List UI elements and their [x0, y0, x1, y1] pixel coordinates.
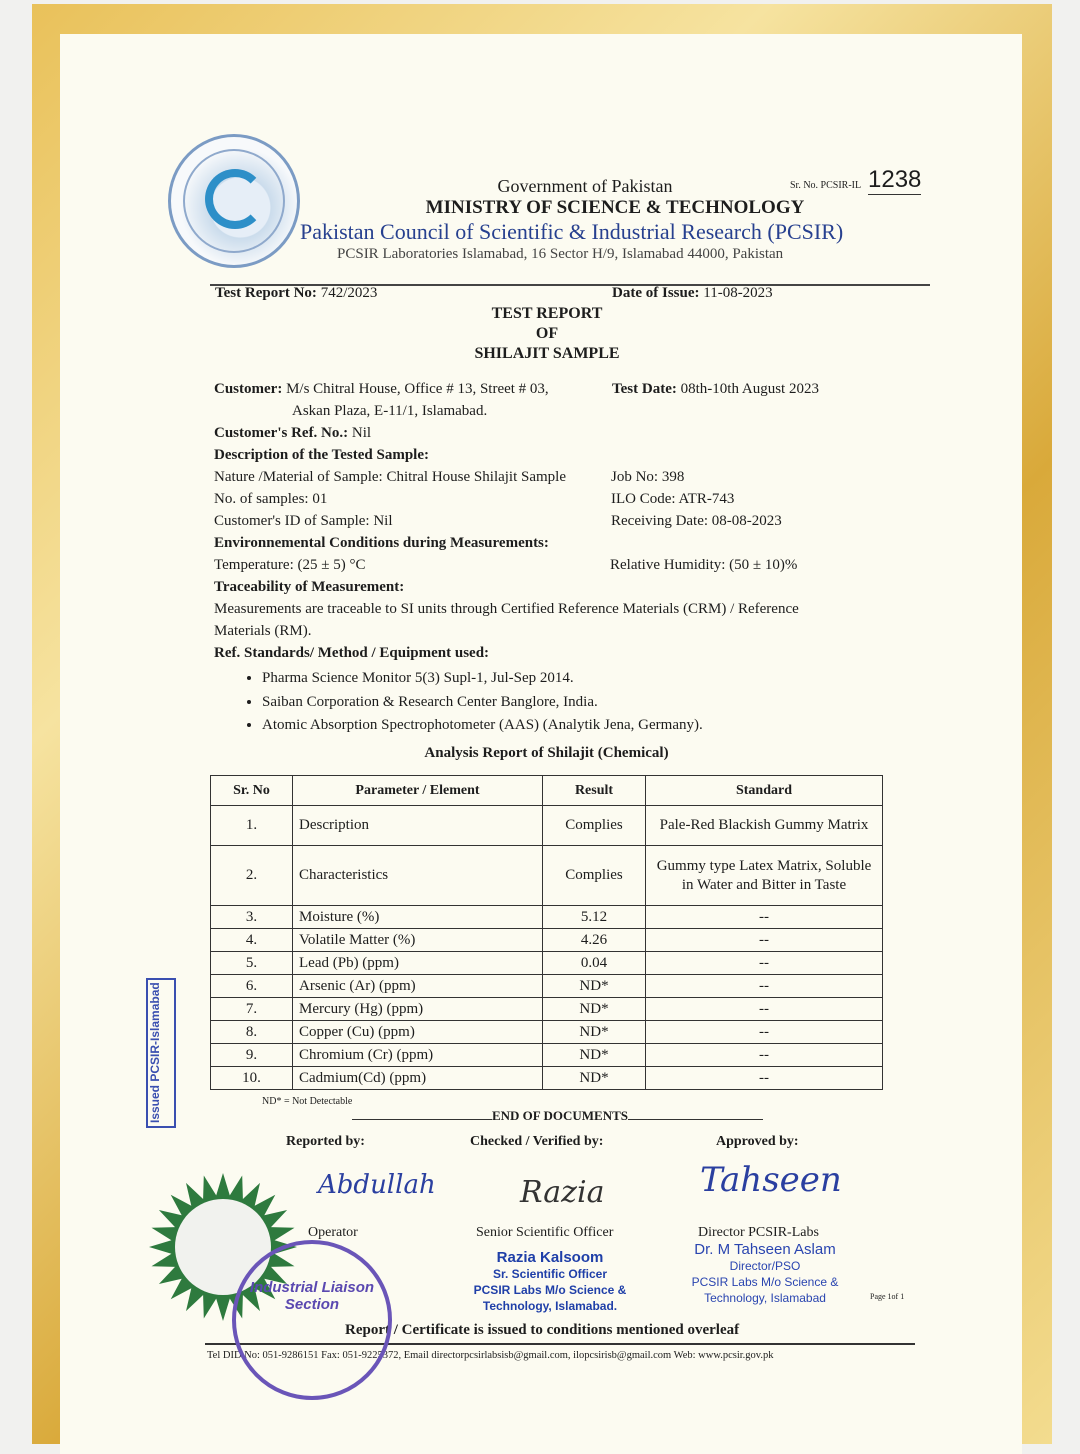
cell-parameter: Cadmium(Cd) (ppm): [293, 1067, 543, 1090]
cell-parameter: Lead (Pb) (ppm): [293, 952, 543, 975]
cell-standard: Pale-Red Blackish Gummy Matrix: [646, 806, 883, 846]
description-heading: Description of the Tested Sample:: [214, 447, 429, 463]
cell-result: ND*: [543, 1044, 646, 1067]
traceability-text-2: Materials (RM).: [214, 623, 312, 639]
sso-title: Senior Scientific Officer: [476, 1225, 614, 1240]
col-standard: Standard: [646, 776, 883, 806]
cell-parameter: Moisture (%): [293, 906, 543, 929]
council-title: Pakistan Council of Scientific & Industrial Research (PCSIR): [300, 219, 844, 244]
director-stamp: Dr. M Tahseen Aslam Director/PSO PCSIR Labs M/o Science & Technology, Islamabad: [691, 1241, 839, 1305]
serial-number: 1238: [868, 166, 922, 193]
cell-parameter: Description: [293, 806, 543, 846]
table-row: [211, 975, 883, 998]
ref-item: • Saiban Corporation & Research Center Banglore, India.: [262, 691, 703, 715]
contact-line: Tel DID No: 051-9286151 Fax: 051-9225372, Email directorpcsirlabsisb@gmail.com, ilopcsirisb@gmail.com Web: www.pcsir.gov.pk: [207, 1350, 774, 1361]
cell-standard: --: [646, 929, 883, 952]
traceability-heading: Traceability of Measurement:: [214, 579, 405, 595]
sso-stamp: Razia Kalsoom Sr. Scientific Officer PCSIR Labs M/o Science & Technology, Islamabad.: [473, 1249, 627, 1313]
cell-sr: 2.: [211, 846, 293, 906]
cell-result: ND*: [543, 1021, 646, 1044]
table-row: [211, 929, 883, 952]
cell-standard: --: [646, 1044, 883, 1067]
cell-standard: --: [646, 1021, 883, 1044]
ref-list: [262, 667, 703, 738]
test-date: 08th-10th August 2023: [680, 381, 819, 397]
gov-title: Government of Pakistan: [497, 176, 673, 196]
cell-sr: 9.: [211, 1044, 293, 1067]
cell-sr: 6.: [211, 975, 293, 998]
approved-by-label: Approved by:: [716, 1134, 799, 1149]
operator-title: Operator: [308, 1225, 358, 1240]
table-row: [211, 998, 883, 1021]
customer-label: Customer:: [214, 381, 283, 397]
ilo-code: ILO Code: ATR-743: [611, 491, 735, 507]
receiving-date: Receiving Date: 08-08-2023: [611, 513, 782, 529]
table-caption: Analysis Report of Shilajit (Chemical): [424, 745, 669, 761]
cell-result: 0.04: [543, 952, 646, 975]
pcsir-logo: [168, 134, 300, 268]
ministry-title: MINISTRY OF SCIENCE & TECHNOLOGY: [425, 197, 805, 218]
director-signature: Tahseen: [700, 1160, 842, 1200]
conditions-note: Report / Certificate is issued to conditions mentioned overleaf: [345, 1322, 740, 1338]
cell-result: 5.12: [543, 906, 646, 929]
table-row: [211, 1044, 883, 1067]
cell-parameter: Copper (Cu) (ppm): [293, 1021, 543, 1044]
cell-sr: 4.: [211, 929, 293, 952]
operator-signature: Abdullah: [318, 1170, 436, 1200]
test-date-label: Test Date:: [612, 381, 677, 397]
ref-standards-heading: Ref. Standards/ Method / Equipment used:: [214, 645, 490, 661]
checked-by-label: Checked / Verified by:: [470, 1134, 604, 1149]
cell-parameter: Mercury (Hg) (ppm): [293, 998, 543, 1021]
table-row: [211, 952, 883, 975]
table-row: [211, 846, 883, 906]
cell-sr: 7.: [211, 998, 293, 1021]
cell-result: ND*: [543, 975, 646, 998]
serial-label: Sr. No. PCSIR-IL: [790, 180, 862, 191]
customer-address: M/s Chitral House, Office # 13, Street # 03,: [286, 381, 549, 397]
address: PCSIR Laboratories Islamabad, 16 Sector H/9, Islamabad 44000, Pakistan: [337, 246, 784, 262]
cell-sr: 5.: [211, 952, 293, 975]
cell-result: Complies: [543, 806, 646, 846]
cell-standard: --: [646, 1067, 883, 1090]
cell-standard: --: [646, 952, 883, 975]
analysis-table: [210, 775, 883, 1090]
env-heading: Environnemental Conditions during Measurements:: [214, 535, 549, 551]
humidity: Relative Humidity: (50 ± 10)%: [610, 557, 798, 573]
col-sr: Sr. No: [211, 776, 293, 806]
liaison-stamp: Industrial Liaison Section: [232, 1240, 392, 1400]
cell-parameter: Chromium (Cr) (ppm): [293, 1044, 543, 1067]
cell-sr: 1.: [211, 806, 293, 846]
job-no: Job No: 398: [611, 469, 685, 485]
cell-sr: 8.: [211, 1021, 293, 1044]
table-row: [211, 906, 883, 929]
nature: Nature /Material of Sample: Chitral House Shilajit Sample: [214, 469, 567, 485]
cell-standard: --: [646, 998, 883, 1021]
cell-standard: Gummy type Latex Matrix, Soluble in Water and Bitter in Taste: [646, 846, 883, 906]
issue-label: Date of Issue:: [612, 285, 700, 301]
report-no-label: Test Report No:: [215, 285, 317, 301]
table-header-row: [211, 776, 883, 806]
traceability-text: Measurements are traceable to SI units through Certified Reference Materials (CRM) / Reference: [214, 601, 799, 617]
cell-sr: 3.: [211, 906, 293, 929]
customer-id: Customer's ID of Sample: Nil: [214, 513, 393, 529]
table-row: [211, 806, 883, 846]
table-row: [211, 1067, 883, 1090]
reported-by-label: Reported by:: [286, 1134, 365, 1149]
ref-value: Nil: [351, 425, 372, 441]
page-number: Page 1of 1: [870, 1292, 905, 1301]
no-of-samples: No. of samples: 01: [214, 491, 328, 507]
cell-parameter: Arsenic (Ar) (ppm): [293, 975, 543, 998]
cell-sr: 10.: [211, 1067, 293, 1090]
cell-standard: --: [646, 975, 883, 998]
ref-item: • Pharma Science Monitor 5(3) Supl-1, Jul-Sep 2014.: [262, 667, 703, 691]
issued-stamp: Issued PCSIR-Islamabad: [146, 978, 176, 1128]
ref-label: Customer's Ref. No.:: [214, 425, 349, 441]
cell-result: ND*: [543, 1067, 646, 1090]
end-of-documents: END OF DOCUMENTS: [345, 1108, 770, 1124]
customer-address-2: Askan Plaza, E-11/1, Islamabad.: [292, 403, 488, 419]
cell-result: Complies: [543, 846, 646, 906]
cell-parameter: Characteristics: [293, 846, 543, 906]
cell-standard: --: [646, 906, 883, 929]
issue-date: 11-08-2023: [703, 285, 773, 301]
cell-result: 4.26: [543, 929, 646, 952]
ref-item: • Atomic Absorption Spectrophotometer (AAS) (Analytik Jena, Germany).: [262, 714, 703, 738]
cell-result: ND*: [543, 998, 646, 1021]
col-parameter: Parameter / Element: [293, 776, 543, 806]
footnote: ND* = Not Detectable: [262, 1096, 353, 1107]
sso-signature: Razia: [520, 1175, 605, 1210]
temperature: Temperature: (25 ± 5) °C: [214, 557, 366, 573]
col-result: Result: [543, 776, 646, 806]
cell-parameter: Volatile Matter (%): [293, 929, 543, 952]
table-row: [211, 1021, 883, 1044]
report-title: TEST REPORT OF SHILAJIT SAMPLE: [474, 305, 620, 362]
director-title: Director PCSIR-Labs: [698, 1225, 819, 1240]
report-no: 742/2023: [320, 285, 378, 301]
